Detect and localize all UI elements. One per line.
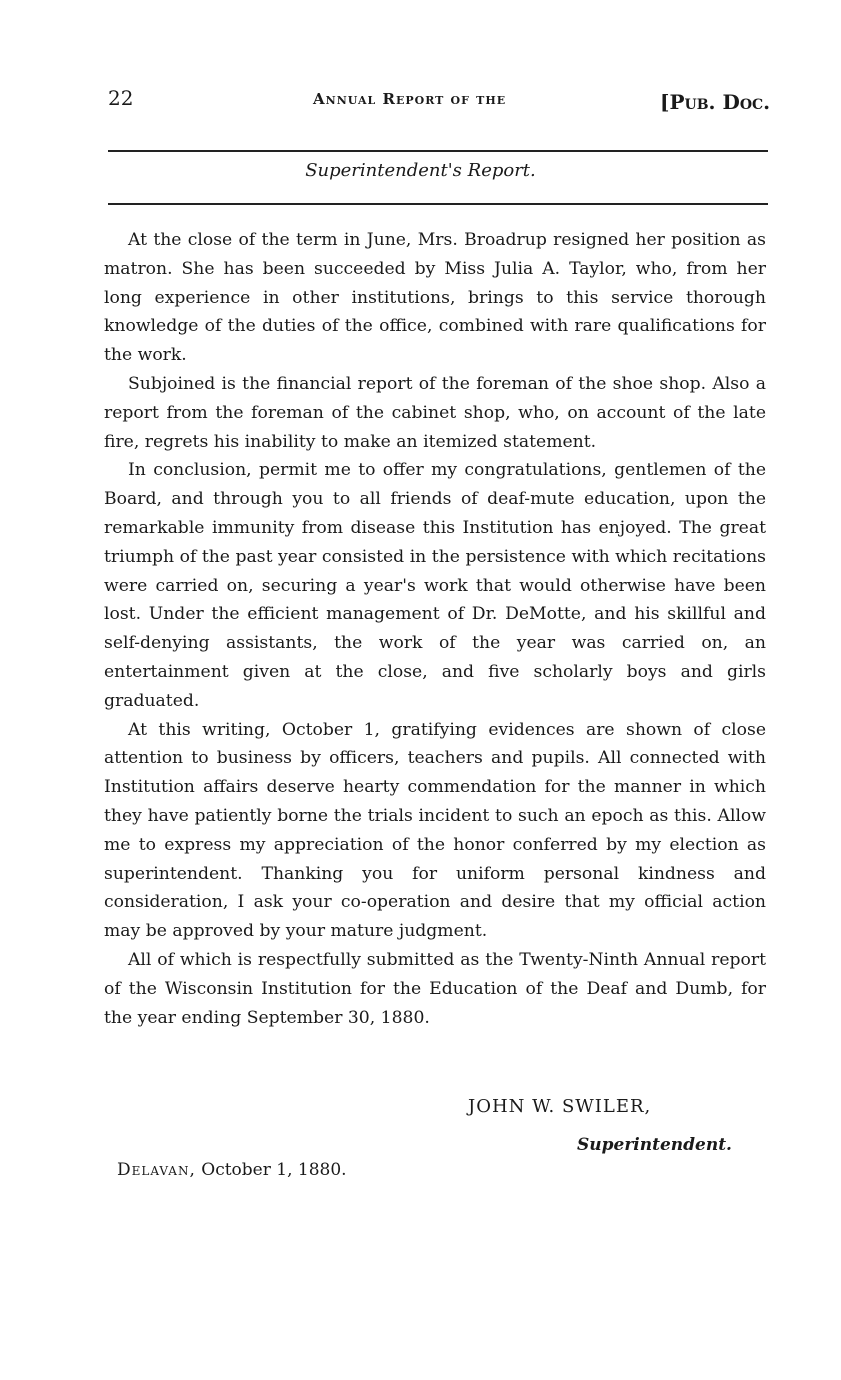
- dateline-date: October 1, 1880.: [201, 1160, 347, 1180]
- paragraph: All of which is respectfully submitted as the Twenty-Ninth Annual report of the Wisconsin Institution for the Education of the Deaf and Dumb, for the year ending September 30, 1880.: [104, 949, 766, 1028]
- paragraph: Subjoined is the financial report of the foreman of the shoe shop. Also a report from the foreman of the cabinet shop, who, on account of the late fire, regrets his inability to make an itemized statement.: [104, 373, 766, 452]
- running-title: Annual Report of the: [313, 90, 507, 108]
- dateline: [117, 1160, 347, 1180]
- signature-title: Superintendent.: [577, 1135, 732, 1155]
- signature-name: JOHN W. SWILER,: [468, 1096, 652, 1117]
- dateline-place: Delavan,: [117, 1160, 196, 1180]
- section-title: Superintendent's Report.: [305, 160, 536, 181]
- header-rule: [108, 150, 768, 152]
- paragraph: At the close of the term in June, Mrs. Broadrup resigned her position as matron. She has been succeeded by Miss Julia A. Taylor, who, from her long experience in other institutions, brings to this service thorough knowledge of the duties of the office, combined with rare qualifications for the work.: [104, 230, 766, 366]
- report-body: [104, 226, 766, 1032]
- page-number: 22: [108, 86, 134, 110]
- doc-label: [Pub. Doc.: [660, 90, 771, 114]
- paragraph: In conclusion, permit me to offer my congratulations, gentlemen of the Board, and through you to all friends of deaf-mute education, upon the remarkable immunity from disease this Institution has enjoyed. The great triumph of the past year consisted in the persistence with which recitations were carried on, securing a year's work that would otherwise have been lost. Under the efficient management of Dr. DeMotte, and his skillful and self-denying assistants, the work of the year was carried on, an entertainment given at the close, and five scholarly boys and girls graduated.: [104, 460, 766, 711]
- section-rule: [108, 203, 768, 205]
- paragraph: At this writing, October 1, gratifying evidences are shown of close attention to business by officers, teachers and pupils. All connected with Institution affairs deserve hearty commendation for the manner in which they have patiently borne the trials incident to such an epoch as this. Allow me to express my appreciation of the honor conferred by my election as superintendent. Thanking you for uniform personal kindness and consideration, I ask your co-operation and desire that my official action may be approved by your mature judgment.: [104, 719, 766, 942]
